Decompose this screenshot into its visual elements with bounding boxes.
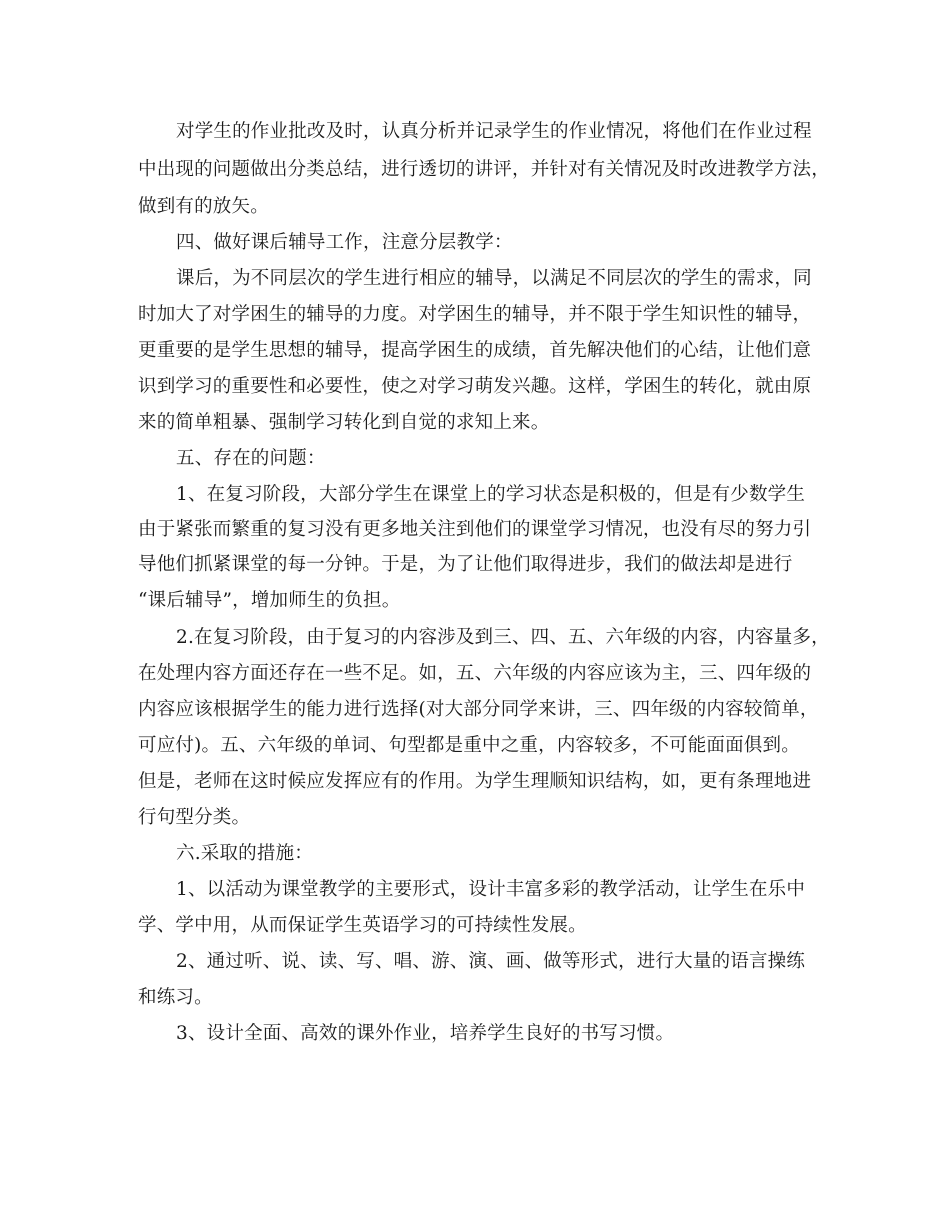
text-line: 时加大了对学困生的辅导的力度。对学困生的辅导，并不限于学生知识性的辅导， bbox=[138, 304, 812, 325]
text-line: 学、学中用，从而保证学生英语学习的可持续性发展。 bbox=[138, 915, 587, 936]
text-line: 行句型分类。 bbox=[138, 807, 251, 828]
text-line: 课后，为不同层次的学生进行相应的辅导，以满足不同层次的学生的需求，同 bbox=[176, 268, 812, 289]
text-line: 来的简单粗暴、强制学习转化到自觉的求知上来。 bbox=[138, 412, 550, 433]
text-line: 中出现的问题做出分类总结，进行透切的讲评，并针对有关情况及时改进教学方法， bbox=[138, 159, 830, 180]
text-line: “课后辅导”，增加师生的负担。 bbox=[138, 590, 401, 611]
text-line: 2、通过听、说、读、写、唱、游、演、画、做等形式，进行大量的语言操练 bbox=[176, 951, 806, 972]
text-line: 对学生的作业批改及时，认真分析并记录学生的作业情况，将他们在作业过程 bbox=[176, 121, 812, 142]
text-line: 和练习。 bbox=[138, 987, 213, 1008]
text-line: 1、在复习阶段，大部分学生在课堂上的学习状态是积极的，但是有少数学生 bbox=[176, 484, 806, 505]
text-line: 导他们抓紧课堂的每一分钟。于是，为了让他们取得进步，我们的做法却是进行 bbox=[138, 554, 793, 575]
text-line: 由于紧张而繁重的复习没有更多地关注到他们的课堂学习情况，也没有尽的努力引 bbox=[138, 519, 812, 540]
text-line: 内容应该根据学生的能力进行选择(对大部分同学来讲，三、四年级的内容较简单， bbox=[138, 699, 819, 720]
text-line: 在处理内容方面还存在一些不足。如，五、六年级的内容应该为主，三、四年级的 bbox=[138, 663, 812, 684]
text-line: 3、设计全面、高效的课外作业，培养学生良好的书写习惯。 bbox=[176, 1023, 675, 1044]
text-line: 更重要的是学生思想的辅导，提高学困生的成绩，首先解决他们的心结，让他们意 bbox=[138, 340, 812, 361]
section-heading: 六.采取的措施： bbox=[176, 843, 313, 864]
section-heading: 五、存在的问题： bbox=[176, 448, 326, 469]
text-line: 2.在复习阶段，由于复习的内容涉及到三、四、五、六年级的内容，内容量多， bbox=[176, 627, 830, 648]
text-line: 可应付)。五、六年级的单词、句型都是重中之重，内容较多，不可能面面俱到。 bbox=[138, 735, 800, 756]
text-line: 识到学习的重要性和必要性，使之对学习萌发兴趣。这样，学困生的转化，就由原 bbox=[138, 376, 812, 397]
text-line: 做到有的放矢。 bbox=[138, 196, 269, 217]
text-line: 1、以活动为课堂教学的主要形式，设计丰富多彩的教学活动，让学生在乐中 bbox=[176, 879, 806, 900]
text-line: 但是，老师在这时候应发挥应有的作用。为学生理顺知识结构，如，更有条理地进 bbox=[138, 771, 812, 792]
section-heading: 四、做好课后辅导工作，注意分层教学： bbox=[176, 232, 513, 253]
